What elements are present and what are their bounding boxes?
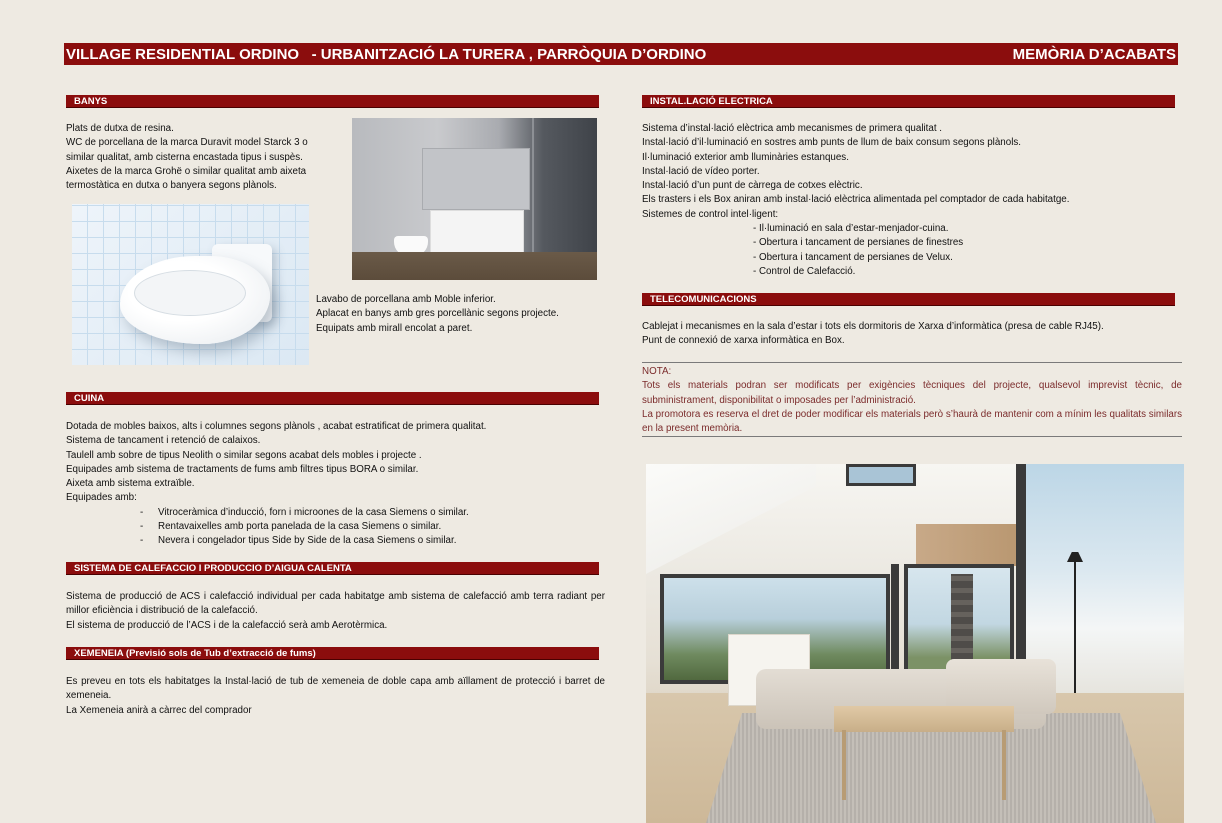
section-cuina-header [66, 392, 599, 405]
list-item: - Rentavaixelles amb porta panelada de la casa Siemens o similar. [140, 521, 442, 533]
nota-paragraph: La promotora es reserva el dret de poder modificar els materials però s’haurà de mantenir com a mínim les qualitats similars en la present memòria. [642, 408, 1182, 435]
nota-title: NOTA: [642, 366, 672, 377]
list-item: - Nevera i congelador tipus Side by Side de la casa Siemens o similar. [140, 535, 457, 547]
text-line: El sistema de producció de l’ACS i de la calefacció serà amb Aerotèrmica. [66, 619, 388, 631]
divider [642, 436, 1182, 437]
electrica-text [642, 122, 1182, 279]
text-line: Instal·lació de vídeo porter. [642, 165, 760, 177]
section-title: SISTEMA DE CALEFACCIO I PRODUCCIO D’AIGUA CALENTA [74, 563, 352, 574]
text-line: Cablejat i mecanismes en la sala d’estar i tots els dormitoris de Xarxa d’informàtica (presa de cable RJ45). [642, 321, 1104, 332]
text-line: Sistema de tancament i retenció de calaixos. [66, 435, 261, 447]
list-item: - Vitroceràmica d’inducció, forn i microones de la casa Siemens o similar. [140, 506, 469, 518]
section-calefaccio-header [66, 562, 599, 575]
xemeneia-text [66, 675, 605, 718]
list-item: - Control de Calefacció. [753, 265, 856, 277]
text-line: La Xemeneia anirà a càrrec del comprador [66, 704, 252, 716]
text-line: Els trasters i els Box aniran amb instal·lació elèctrica alimentada pel comptador de cada habitatge. [642, 194, 1070, 206]
cuina-text [66, 420, 606, 549]
document-title: VILLAGE RESIDENTIAL ORDINO - URBANITZACIÓ LA TURERA , PARRÒQUIA D’ORDINO [66, 45, 707, 63]
text-line: Aplacat en banys amb gres porcellànic segons projecte. [316, 308, 559, 320]
section-title: BANYS [74, 96, 108, 107]
section-electrica-header [642, 95, 1175, 108]
text-line: Equipades amb: [66, 492, 137, 504]
text-line: Equipades amb sistema de tractaments de fums amb filtres tipus BORA o similar. [66, 463, 419, 475]
text-line: Il·luminació exterior amb lluminàries estanques. [642, 151, 849, 163]
list-item: - Il·luminació en sala d’estar-menjador-cuina. [753, 223, 949, 235]
telecom-text [642, 320, 1182, 349]
divider [642, 362, 1182, 363]
text-line: WC de porcellana de la marca Duravit model Starck 3 o [66, 137, 308, 149]
text-line: Plats de dutxa de resina. [66, 123, 174, 134]
list-item: - Obertura i tancament de persianes de finestres [753, 237, 964, 249]
banys-text [66, 122, 344, 193]
toilet-photo [72, 204, 309, 365]
section-title: XEMENEIA (Previsió sols de Tub d’extracció de fums) [74, 648, 316, 659]
document-type: MEMÒRIA D’ACABATS [1012, 45, 1176, 63]
text-line: Lavabo de porcellana amb Moble inferior. [316, 294, 496, 305]
text-line: Instal·lació d’un punt de càrrega de cotxes elèctric. [642, 180, 863, 192]
section-telecom-header [642, 293, 1175, 306]
section-title: TELECOMUNICACIONS [650, 294, 757, 305]
document-header [64, 43, 1178, 65]
text-line: similar qualitat, amb cisterna encastada tipus i suspès. [66, 151, 303, 163]
text-line: Sistema d’instal·lació elèctrica amb mecanismes de primera qualitat . [642, 123, 943, 134]
calefaccio-text [66, 590, 605, 633]
list-item: - Obertura i tancament de persianes de Velux. [753, 251, 953, 263]
text-line: Aixeta amb sistema extraïble. [66, 478, 195, 490]
banys-text-2 [316, 293, 606, 336]
text-line: Sistemes de control intel·ligent: [642, 208, 779, 220]
section-title: INSTAL.LACIÓ ELECTRICA [650, 96, 773, 107]
text-line: Es preveu en tots els habitatges la Instal·lació de tub de xemeneia de doble capa amb aïllament de protecció i barret de xemeneia. [66, 676, 605, 702]
bathroom-photo [352, 118, 597, 280]
text-line: Dotada de mobles baixos, alts i columnes segons plànols , acabat estratificat de primera qualitat. [66, 421, 487, 432]
nota-paragraph: Tots els materials podran ser modificats per exigències tècniques del projecte, qualsevol imprevist tècnic, de subministrament, disponibilitat o imposades per l’administració. [642, 380, 1182, 406]
text-line: Equipats amb mirall encolat a paret. [316, 322, 473, 334]
text-line: Aixetes de la marca Grohë o similar qualitat amb aixeta [66, 165, 307, 177]
text-line: Taulell amb sobre de tipus Neolith o similar segons acabat dels mobles i projecte . [66, 449, 422, 461]
section-banys-header [66, 95, 599, 108]
section-title: CUINA [74, 393, 105, 404]
text-line: Instal·lació d’il·luminació en sostres amb punts de llum de baix consum segons plànols. [642, 137, 1022, 149]
nota-box [642, 365, 1182, 436]
section-xemeneia-header [66, 647, 599, 660]
text-line: termostàtica en dutxa o banyera segons plànols. [66, 180, 277, 192]
text-line: Sistema de producció de ACS i calefacció individual per cada habitatge amb sistema de calefacció amb terra radiant per millor eficiència i distribució de la calefacció. [66, 591, 605, 617]
text-line: Punt de connexió de xarxa informàtica en Box. [642, 335, 845, 347]
living-room-photo [646, 464, 1184, 823]
